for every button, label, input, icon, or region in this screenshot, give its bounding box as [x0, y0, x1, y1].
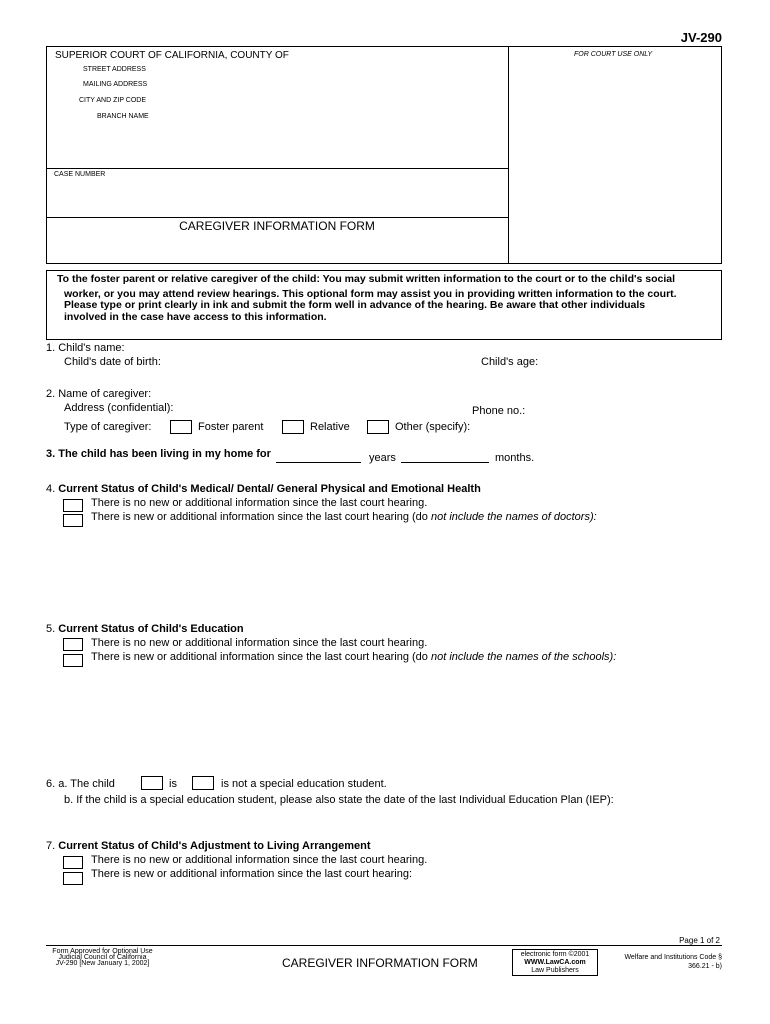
months-field[interactable] — [401, 462, 489, 463]
education-no-new-info-label: There is no new or additional information since the last court hearing. — [91, 637, 428, 649]
health-section-number: 4. — [46, 483, 56, 495]
education-new-info-label — [91, 651, 616, 663]
notice-line-4: involved in the case have access to this information. — [64, 311, 327, 323]
publisher-info — [514, 951, 596, 975]
living-arrangement-heading — [46, 840, 371, 852]
years-label: years — [369, 452, 396, 464]
page-number: Page 1 of 2 — [679, 936, 720, 945]
special-ed-is-not-checkbox[interactable] — [192, 776, 214, 790]
education-no-new-info-checkbox[interactable] — [63, 638, 83, 651]
approval-line-2: Judicial Council of California — [58, 954, 147, 961]
city-zip-label: CITY AND ZIP CODE — [79, 97, 147, 104]
phone-label: Phone no.: — [472, 405, 526, 417]
court-use-label: FOR COURT USE ONLY — [574, 51, 653, 58]
footer-form-title: CAREGIVER INFORMATION FORM — [282, 956, 478, 970]
statute-line-1: Welfare and Institutions Code § — [624, 954, 722, 961]
health-no-new-info-label: There is no new or additional information since the last court hearing. — [91, 497, 428, 509]
special-ed-is-label: is — [169, 778, 177, 790]
notice-line-2: worker, or you may attend review hearings. This optional form may assist you in providing written information to the court. — [64, 288, 677, 300]
relative-checkbox[interactable] — [282, 420, 304, 434]
court-title: SUPERIOR COURT OF CALIFORNIA, COUNTY OF — [55, 50, 289, 61]
health-new-info-label — [91, 511, 597, 523]
header-divider-vertical — [508, 46, 509, 264]
education-new-info-checkbox[interactable] — [63, 654, 83, 667]
child-age-label: Child's age: — [481, 356, 539, 368]
relative-label: Relative — [310, 421, 350, 433]
child-name-label: 1. Child's name: — [46, 342, 125, 354]
iep-date-label: b. If the child is a special education student, please also state the date of the last Individual Education Plan (IEP): — [64, 794, 614, 806]
education-section-title: Current Status of Child's Education — [58, 623, 244, 635]
living-duration-label: 3. The child has been living in my home for — [46, 448, 271, 460]
living-new-info-label: There is new or additional information since the last court hearing: — [91, 868, 413, 880]
caregiver-address-label: Address (confidential): — [64, 402, 174, 414]
header-divider-case — [46, 168, 508, 169]
approval-line-1: Form Approved for Optional Use — [52, 948, 153, 955]
living-no-new-info-checkbox[interactable] — [63, 856, 83, 869]
footer-divider — [46, 945, 722, 946]
street-address-label: STREET ADDRESS — [83, 66, 146, 73]
living-arrangement-title: Current Status of Child's Adjustment to Living Arrangement — [58, 840, 371, 852]
statute-reference — [624, 953, 722, 971]
living-arrangement-number: 7. — [46, 840, 56, 852]
approval-line-3: JV-290 [New January 1, 2002] — [55, 960, 150, 967]
special-ed-is-not-label: is not a special education student. — [221, 778, 387, 790]
years-field[interactable] — [276, 462, 361, 463]
health-new-info-text: There is new or additional information since the last court hearing (do — [91, 511, 431, 523]
foster-parent-label: Foster parent — [198, 421, 264, 433]
education-new-info-text: There is new or additional information since the last court hearing (do — [91, 651, 431, 663]
child-dob-label: Child's date of birth: — [64, 356, 161, 368]
form-number: JV-290 — [680, 30, 722, 45]
caregiver-type-label: Type of caregiver: — [64, 421, 152, 433]
notice-line-1: To the foster parent or relative caregiver of the child: You may submit written information to the court or to the child's social — [57, 273, 676, 285]
special-ed-is-checkbox[interactable] — [141, 776, 163, 790]
publisher-url[interactable]: WWW.LawCA.com — [524, 959, 586, 966]
special-ed-question-label: 6. a. The child — [46, 778, 115, 790]
education-section-number: 5. — [46, 623, 56, 635]
header-divider-title — [46, 217, 508, 218]
health-section-heading — [46, 483, 481, 495]
header-form-title: CAREGIVER INFORMATION FORM — [179, 219, 375, 233]
health-new-info-note: not include the names of doctors): — [430, 511, 597, 523]
foster-parent-checkbox[interactable] — [170, 420, 192, 434]
statute-line-2: 366.21 - b) — [688, 963, 722, 970]
branch-name-label: BRANCH NAME — [97, 113, 149, 120]
publisher-line-3: Law Publishers — [531, 967, 579, 974]
health-section-title: Current Status of Child's Medical/ Dental/ General Physical and Emotional Health — [58, 483, 481, 495]
health-no-new-info-checkbox[interactable] — [63, 499, 83, 512]
living-new-info-checkbox[interactable] — [63, 872, 83, 885]
other-checkbox[interactable] — [367, 420, 389, 434]
months-label: months. — [495, 452, 535, 464]
mailing-address-label: MAILING ADDRESS — [83, 81, 148, 88]
notice-line-3: Please type or print clearly in ink and submit the form well in advance of the hearing. Be aware that other individuals — [64, 299, 646, 311]
caregiver-name-label: 2. Name of caregiver: — [46, 388, 152, 400]
form-approval-info — [50, 949, 155, 967]
health-new-info-checkbox[interactable] — [63, 514, 83, 527]
publisher-line-1: electronic form ©2001 — [520, 951, 590, 958]
education-section-heading — [46, 623, 244, 635]
education-new-info-note: not include the names of the schools): — [430, 651, 617, 663]
living-no-new-info-label: There is no new or additional information since the last court hearing. — [91, 854, 428, 866]
other-label: Other (specify): — [395, 421, 471, 433]
case-number-label: CASE NUMBER — [54, 171, 106, 178]
